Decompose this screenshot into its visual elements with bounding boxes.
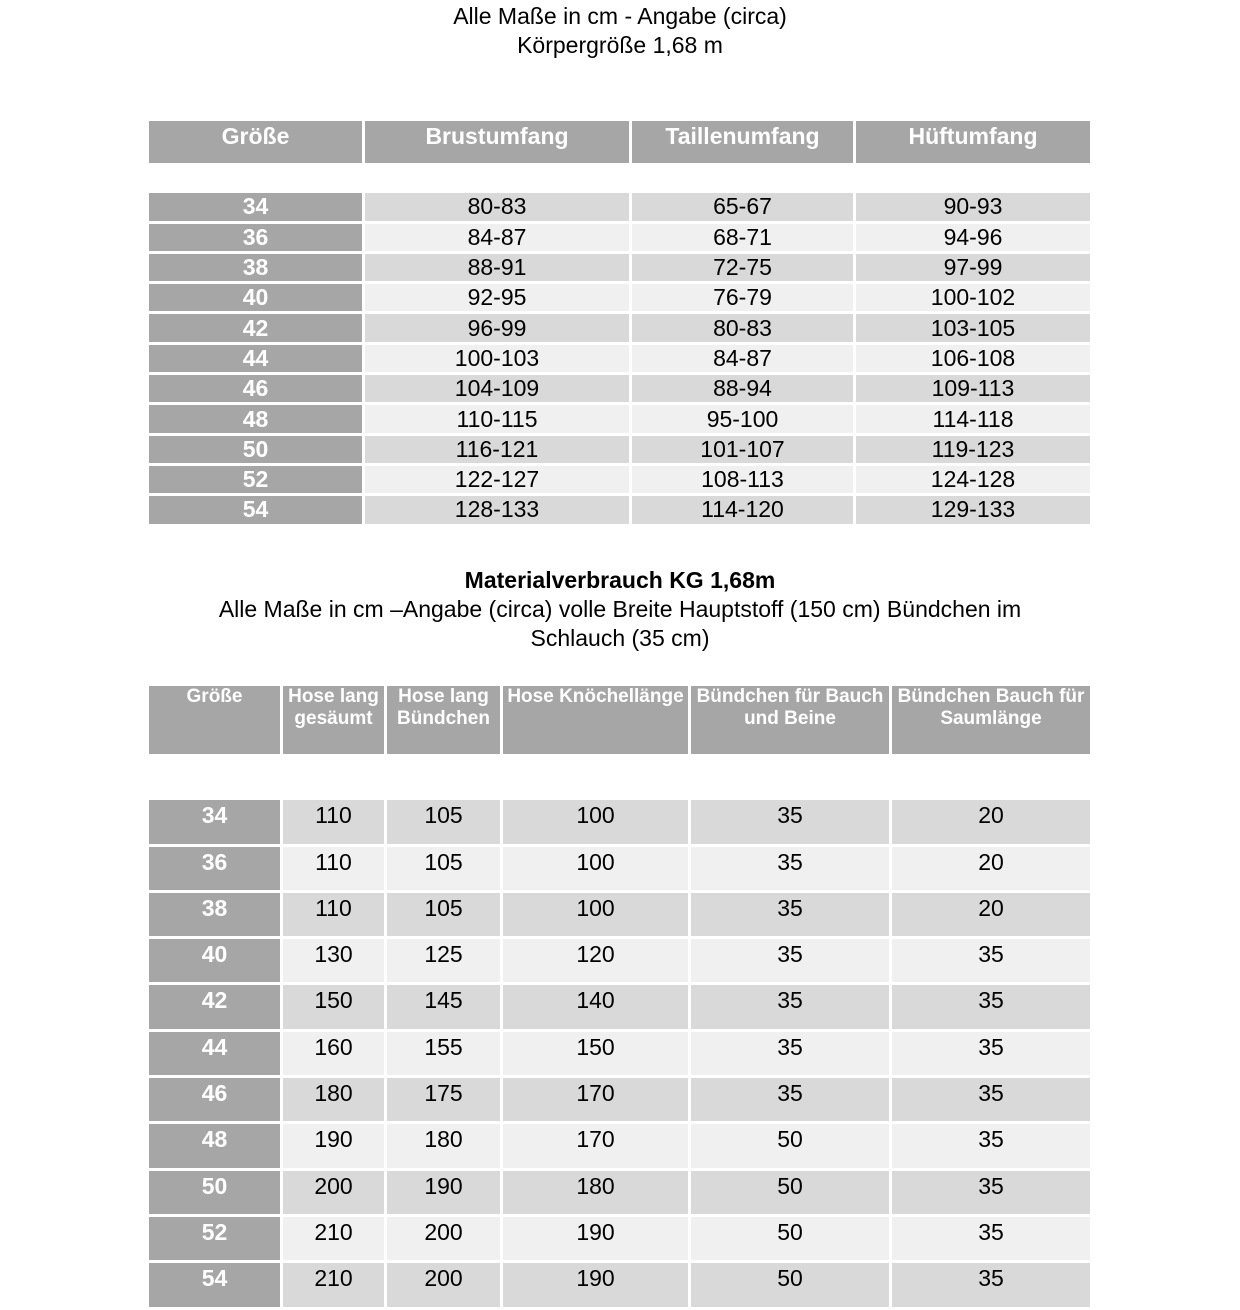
hose-lang-buendchen-cell: 180: [387, 1124, 503, 1170]
header-hose-knoechellaenge: Hose Knöchellänge: [503, 686, 691, 757]
size-cell: 44: [149, 345, 365, 375]
hose-knoechellaenge-cell: 190: [503, 1217, 691, 1263]
buendchen-bauch-saum-cell: 35: [892, 1124, 1090, 1170]
table-row: [149, 405, 1090, 435]
hose-lang-gesaeumt-cell: 210: [283, 1263, 387, 1309]
taillenumfang-cell: 114-120: [632, 496, 856, 526]
header-hose-lang-buendchen: Hose lang Bündchen: [387, 686, 503, 757]
hueftumfang-cell: 90-93: [856, 193, 1090, 223]
buendchen-bauch-beine-cell: 35: [691, 985, 892, 1031]
hose-lang-gesaeumt-cell: 210: [283, 1217, 387, 1263]
brustumfang-cell: 92-95: [365, 284, 632, 314]
table-row: [149, 345, 1090, 375]
size-cell: 50: [149, 1171, 283, 1217]
buendchen-bauch-beine-cell: 35: [691, 847, 892, 893]
table-row: [149, 193, 1090, 223]
size-chart-table: [149, 121, 1090, 527]
table-row: [149, 375, 1090, 405]
size-cell: 36: [149, 224, 365, 254]
material-note-line1: Alle Maße in cm –Angabe (circa) volle Breite Hauptstoff (150 cm) Bündchen im: [218, 596, 1022, 622]
hose-knoechellaenge-cell: 170: [503, 1078, 691, 1124]
header-gap: [149, 166, 1090, 193]
brustumfang-cell: 80-83: [365, 193, 632, 223]
size-cell: 42: [149, 985, 283, 1031]
header-groesse: Größe: [149, 686, 283, 757]
hose-lang-gesaeumt-cell: 110: [283, 893, 387, 939]
hueftumfang-cell: 100-102: [856, 284, 1090, 314]
size-chart-header-row: [149, 121, 1090, 166]
hueftumfang-cell: 119-123: [856, 436, 1090, 466]
header-hueftumfang: Hüftumfang: [856, 121, 1090, 166]
table-row: [149, 893, 1090, 939]
brustumfang-cell: 84-87: [365, 224, 632, 254]
material-title: Materialverbrauch KG 1,68m: [464, 567, 776, 593]
size-cell: 42: [149, 314, 365, 344]
hose-lang-buendchen-cell: 145: [387, 985, 503, 1031]
hose-knoechellaenge-cell: 100: [503, 800, 691, 846]
table-row: [149, 224, 1090, 254]
taillenumfang-cell: 68-71: [632, 224, 856, 254]
hose-lang-buendchen-cell: 105: [387, 893, 503, 939]
brustumfang-cell: 104-109: [365, 375, 632, 405]
hose-knoechellaenge-cell: 120: [503, 939, 691, 985]
header-gap-cell: [149, 166, 1090, 193]
buendchen-bauch-saum-cell: 35: [892, 985, 1090, 1031]
size-cell: 40: [149, 284, 365, 314]
header-buendchen-bauch-beine: Bündchen für Bauch und Beine: [691, 686, 892, 757]
size-cell: 54: [149, 1263, 283, 1309]
header-gap: [149, 757, 1090, 800]
material-header-row: [149, 686, 1090, 757]
hose-lang-buendchen-cell: 155: [387, 1032, 503, 1078]
size-cell: 38: [149, 254, 365, 284]
buendchen-bauch-saum-cell: 35: [892, 939, 1090, 985]
hose-lang-buendchen-cell: 175: [387, 1078, 503, 1124]
table-row: [149, 1171, 1090, 1217]
hose-knoechellaenge-cell: 190: [503, 1263, 691, 1309]
buendchen-bauch-beine-cell: 35: [691, 1078, 892, 1124]
hose-knoechellaenge-cell: 180: [503, 1171, 691, 1217]
table-row: [149, 1263, 1090, 1309]
table-row: [149, 466, 1090, 496]
hueftumfang-cell: 94-96: [856, 224, 1090, 254]
hose-lang-gesaeumt-cell: 110: [283, 800, 387, 846]
size-cell: 38: [149, 893, 283, 939]
caption-body-height: Körpergröße 1,68 m: [517, 32, 723, 58]
buendchen-bauch-saum-cell: 35: [892, 1032, 1090, 1078]
caption-measure-note: Alle Maße in cm - Angabe (circa): [453, 3, 787, 29]
table-row: [149, 939, 1090, 985]
size-cell: 54: [149, 496, 365, 526]
taillenumfang-cell: 72-75: [632, 254, 856, 284]
brustumfang-cell: 128-133: [365, 496, 632, 526]
size-cell: 46: [149, 1078, 283, 1124]
hueftumfang-cell: 124-128: [856, 466, 1090, 496]
buendchen-bauch-beine-cell: 50: [691, 1263, 892, 1309]
buendchen-bauch-beine-cell: 35: [691, 1032, 892, 1078]
size-cell: 46: [149, 375, 365, 405]
hose-lang-gesaeumt-cell: 200: [283, 1171, 387, 1217]
brustumfang-cell: 116-121: [365, 436, 632, 466]
buendchen-bauch-beine-cell: 35: [691, 893, 892, 939]
header-gap-cell: [149, 757, 1090, 800]
size-cell: 50: [149, 436, 365, 466]
table-row: [149, 800, 1090, 846]
size-cell: 48: [149, 405, 365, 435]
taillenumfang-cell: 108-113: [632, 466, 856, 496]
size-cell: 44: [149, 1032, 283, 1078]
table-row: [149, 1078, 1090, 1124]
hose-knoechellaenge-cell: 140: [503, 985, 691, 1031]
header-buendchen-bauch-saum: Bündchen Bauch für Saumlänge: [892, 686, 1090, 757]
size-cell: 52: [149, 466, 365, 496]
buendchen-bauch-saum-cell: 20: [892, 800, 1090, 846]
hose-lang-buendchen-cell: 105: [387, 800, 503, 846]
taillenumfang-cell: 101-107: [632, 436, 856, 466]
table-row: [149, 284, 1090, 314]
hose-lang-buendchen-cell: 105: [387, 847, 503, 893]
header-groesse: Größe: [149, 121, 365, 166]
taillenumfang-cell: 95-100: [632, 405, 856, 435]
hueftumfang-cell: 114-118: [856, 405, 1090, 435]
hose-lang-gesaeumt-cell: 190: [283, 1124, 387, 1170]
buendchen-bauch-saum-cell: 20: [892, 847, 1090, 893]
brustumfang-cell: 96-99: [365, 314, 632, 344]
header-hose-lang-gesaeumt: Hose lang gesäumt: [283, 686, 387, 757]
buendchen-bauch-saum-cell: 35: [892, 1263, 1090, 1309]
hose-lang-gesaeumt-cell: 180: [283, 1078, 387, 1124]
brustumfang-cell: 122-127: [365, 466, 632, 496]
size-cell: 34: [149, 193, 365, 223]
size-cell: 52: [149, 1217, 283, 1263]
taillenumfang-cell: 88-94: [632, 375, 856, 405]
hueftumfang-cell: 109-113: [856, 375, 1090, 405]
buendchen-bauch-beine-cell: 50: [691, 1217, 892, 1263]
table-row: [149, 436, 1090, 466]
buendchen-bauch-saum-cell: 35: [892, 1217, 1090, 1263]
buendchen-bauch-beine-cell: 35: [691, 800, 892, 846]
size-cell: 48: [149, 1124, 283, 1170]
hueftumfang-cell: 103-105: [856, 314, 1090, 344]
table-row: [149, 496, 1090, 526]
hose-knoechellaenge-cell: 170: [503, 1124, 691, 1170]
hueftumfang-cell: 97-99: [856, 254, 1090, 284]
hose-knoechellaenge-cell: 150: [503, 1032, 691, 1078]
hose-lang-gesaeumt-cell: 130: [283, 939, 387, 985]
material-caption: [0, 566, 1240, 653]
hose-lang-gesaeumt-cell: 150: [283, 985, 387, 1031]
hose-lang-gesaeumt-cell: 160: [283, 1032, 387, 1078]
material-note-line2: Schlauch (35 cm): [530, 625, 710, 651]
table-row: [149, 1032, 1090, 1078]
table-row: [149, 1217, 1090, 1263]
hose-lang-gesaeumt-cell: 110: [283, 847, 387, 893]
buendchen-bauch-saum-cell: 20: [892, 893, 1090, 939]
header-brustumfang: Brustumfang: [365, 121, 632, 166]
hose-lang-buendchen-cell: 190: [387, 1171, 503, 1217]
taillenumfang-cell: 76-79: [632, 284, 856, 314]
size-cell: 36: [149, 847, 283, 893]
hueftumfang-cell: 129-133: [856, 496, 1090, 526]
hose-lang-buendchen-cell: 200: [387, 1263, 503, 1309]
hose-lang-buendchen-cell: 200: [387, 1217, 503, 1263]
buendchen-bauch-beine-cell: 50: [691, 1171, 892, 1217]
table-row: [149, 314, 1090, 344]
taillenumfang-cell: 84-87: [632, 345, 856, 375]
taillenumfang-cell: 80-83: [632, 314, 856, 344]
table-row: [149, 985, 1090, 1031]
buendchen-bauch-saum-cell: 35: [892, 1078, 1090, 1124]
buendchen-bauch-beine-cell: 50: [691, 1124, 892, 1170]
buendchen-bauch-beine-cell: 35: [691, 939, 892, 985]
table-row: [149, 254, 1090, 284]
brustumfang-cell: 110-115: [365, 405, 632, 435]
taillenumfang-cell: 65-67: [632, 193, 856, 223]
buendchen-bauch-saum-cell: 35: [892, 1171, 1090, 1217]
brustumfang-cell: 88-91: [365, 254, 632, 284]
size-chart-caption: [0, 2, 1240, 60]
hueftumfang-cell: 106-108: [856, 345, 1090, 375]
table-row: [149, 1124, 1090, 1170]
hose-lang-buendchen-cell: 125: [387, 939, 503, 985]
hose-knoechellaenge-cell: 100: [503, 847, 691, 893]
hose-knoechellaenge-cell: 100: [503, 893, 691, 939]
size-cell: 34: [149, 800, 283, 846]
material-table: [149, 686, 1090, 1310]
table-row: [149, 847, 1090, 893]
size-cell: 40: [149, 939, 283, 985]
header-taillenumfang: Taillenumfang: [632, 121, 856, 166]
brustumfang-cell: 100-103: [365, 345, 632, 375]
